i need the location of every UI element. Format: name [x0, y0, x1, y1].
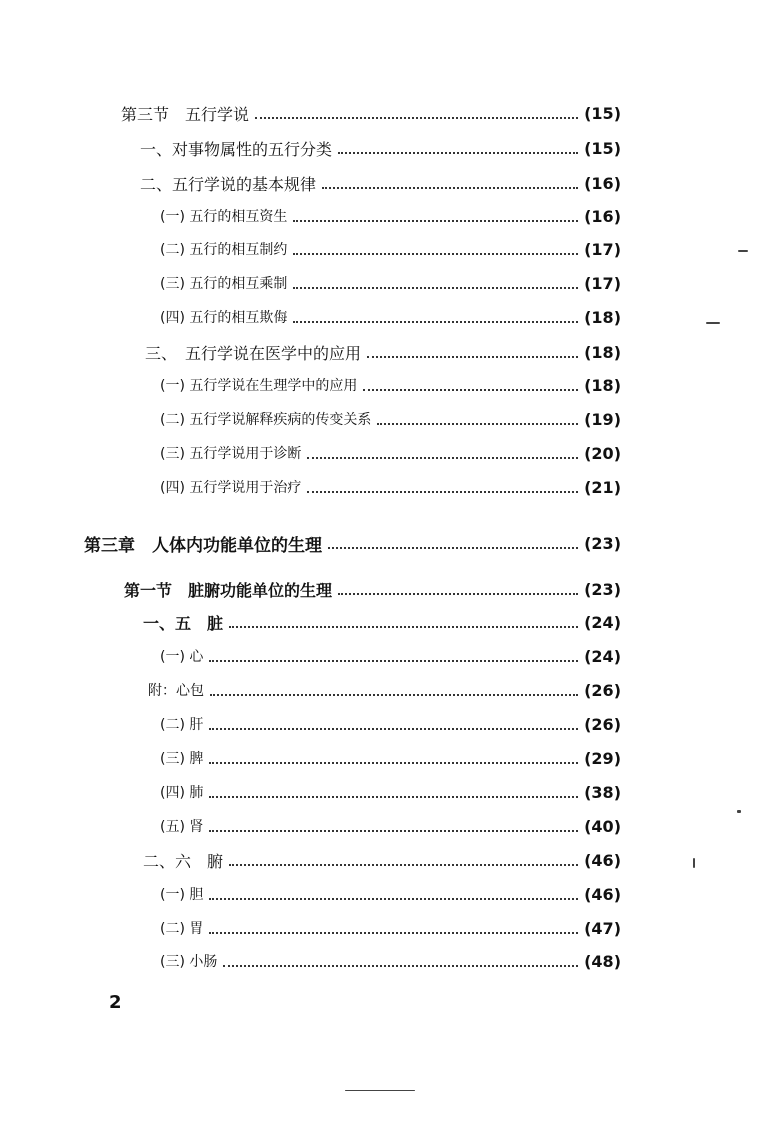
dot-leader: [338, 593, 578, 595]
toc-entry-page: (23): [584, 533, 621, 553]
toc-entry: [160, 440, 621, 466]
scan-speck: [345, 1090, 415, 1091]
scan-speck: [693, 858, 695, 868]
toc-entry-page: (16): [584, 206, 621, 226]
dot-leader: [223, 965, 578, 967]
toc-entry-title: 二、五行学说的基本规律: [140, 174, 317, 194]
dot-leader: [322, 187, 578, 189]
toc-entry: [143, 609, 621, 635]
dot-leader: [229, 626, 578, 628]
toc-entry-title: (二) 五行学说解释疾病的传变关系: [160, 412, 372, 428]
toc-entry-page: (17): [584, 273, 621, 293]
toc-entry-title: (四) 五行学说用于治疗: [160, 480, 302, 496]
toc-entry-page: (46): [584, 884, 621, 904]
page-number: 2: [109, 992, 122, 1013]
toc-entry-page: (21): [584, 477, 621, 497]
dot-leader: [255, 117, 578, 119]
toc-entry-title: 二、六 腑: [143, 851, 224, 871]
toc-entry-title: (三) 小肠: [160, 954, 218, 970]
scan-speck: [738, 250, 748, 252]
toc-entry-title: 第三章 人体内功能单位的生理: [84, 535, 322, 556]
toc-entry: [140, 170, 621, 196]
toc-entry-page: (29): [584, 748, 621, 768]
toc-entry-title: 一、五 脏: [143, 613, 224, 633]
dot-leader: [209, 932, 578, 934]
toc-entry: [143, 847, 621, 873]
toc-entry-title: 附：心包: [148, 683, 204, 699]
toc-entry-page: (48): [584, 951, 621, 971]
toc-entry-page: (24): [584, 646, 621, 666]
dot-leader: [209, 762, 578, 764]
toc-entry: [140, 135, 621, 161]
toc-entry: [160, 915, 621, 941]
toc-entry: [160, 474, 621, 500]
dot-leader: [209, 830, 578, 832]
toc-entry-page: (15): [584, 103, 621, 123]
toc-entry-title: (一) 五行的相互资生: [160, 209, 288, 225]
toc-entry-title: (一) 心: [160, 649, 204, 665]
toc-entry: [160, 711, 621, 737]
toc-entry-page: (17): [584, 239, 621, 259]
toc-entry: [160, 406, 621, 432]
toc-entry-title: (三) 五行的相互乘制: [160, 276, 288, 292]
toc-entry: [160, 779, 621, 805]
dot-leader: [210, 694, 578, 696]
toc-entry-page: (20): [584, 443, 621, 463]
toc-entry: [124, 576, 621, 602]
dot-leader: [363, 389, 578, 391]
toc-entry-title: (二) 肝: [160, 717, 204, 733]
dot-leader: [209, 898, 578, 900]
dot-leader: [209, 660, 578, 662]
scan-speck: [737, 810, 741, 813]
toc-entry: [160, 643, 621, 669]
dot-leader: [307, 457, 578, 459]
dot-leader: [338, 152, 578, 154]
toc-entry: [148, 677, 621, 703]
toc-entry-title: (五) 肾: [160, 819, 204, 835]
toc-entry-title: (三) 脾: [160, 751, 204, 767]
toc-entry: [160, 948, 621, 974]
toc-entry-page: (16): [584, 173, 621, 193]
dot-leader: [377, 423, 578, 425]
toc-entry-page: (23): [584, 579, 621, 599]
toc-entry-title: 三、 五行学说在医学中的应用: [145, 343, 362, 363]
toc-entry-page: (24): [584, 612, 621, 632]
toc-entry: [160, 304, 621, 330]
dot-leader: [367, 356, 578, 358]
toc-entry-page: (40): [584, 816, 621, 836]
toc-entry: [160, 236, 621, 262]
toc-entry-title: 第三节 五行学说: [121, 104, 250, 124]
toc-entry-page: (18): [584, 342, 621, 362]
toc-entry-page: (18): [584, 375, 621, 395]
toc-entry: [160, 203, 621, 229]
toc-entry-page: (18): [584, 307, 621, 327]
toc-entry-title: (一) 胆: [160, 887, 204, 903]
toc-entry: [160, 372, 621, 398]
toc-entry-title: 一、对事物属性的五行分类: [140, 139, 333, 159]
dot-leader: [229, 864, 578, 866]
toc-entry: [145, 339, 621, 365]
toc-entry-page: (26): [584, 680, 621, 700]
dot-leader: [307, 491, 578, 493]
dot-leader: [328, 547, 578, 549]
dot-leader: [293, 321, 578, 323]
toc-entry-page: (38): [584, 782, 621, 802]
toc-entry-page: (26): [584, 714, 621, 734]
toc-entry: [160, 270, 621, 296]
toc-entry-title: 第一节 脏腑功能单位的生理: [124, 580, 333, 600]
toc-entry-title: (三) 五行学说用于诊断: [160, 446, 302, 462]
toc-entry: [160, 813, 621, 839]
toc-entry-page: (47): [584, 918, 621, 938]
toc-entry-title: (一) 五行学说在生理学中的应用: [160, 378, 358, 394]
dot-leader: [293, 220, 578, 222]
dot-leader: [209, 796, 578, 798]
toc-entry-page: (15): [584, 138, 621, 158]
toc-entry-title: (二) 五行的相互制约: [160, 242, 288, 258]
dot-leader: [293, 287, 578, 289]
dot-leader: [293, 253, 578, 255]
dot-leader: [209, 728, 578, 730]
toc-entry-title: (四) 肺: [160, 785, 204, 801]
toc-entry-title: (二) 胃: [160, 921, 204, 937]
toc-entry-page: (19): [584, 409, 621, 429]
toc-entry: [160, 745, 621, 771]
scan-speck: [706, 322, 720, 324]
toc-entry: [121, 100, 621, 126]
toc-entry: [160, 881, 621, 907]
toc-entry-title: (四) 五行的相互欺侮: [160, 310, 288, 326]
toc-chapter-entry: [84, 530, 621, 556]
toc-entry-page: (46): [584, 850, 621, 870]
